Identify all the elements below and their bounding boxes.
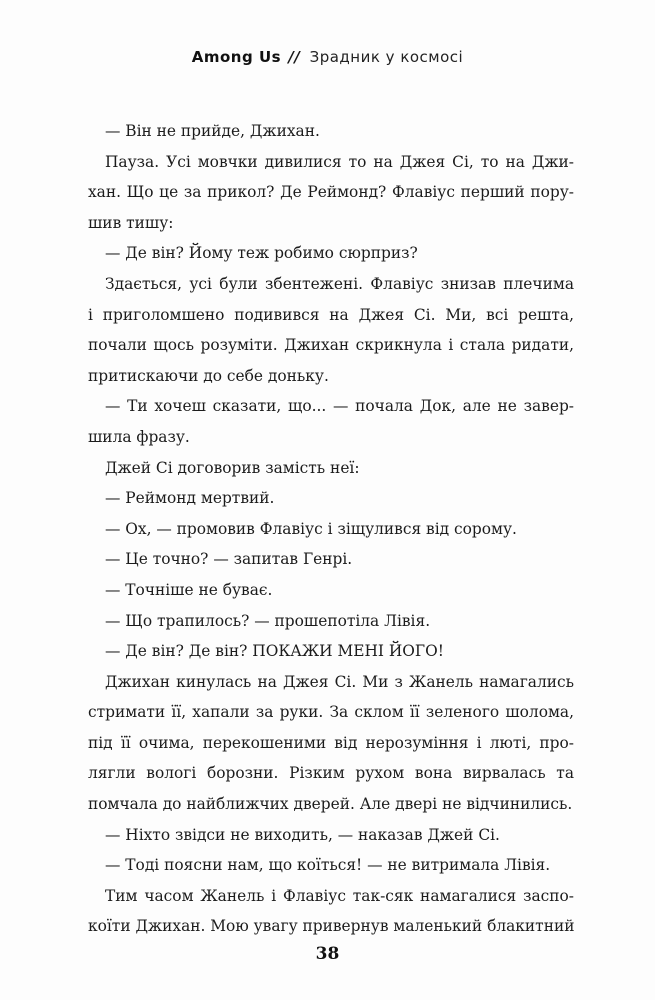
header-separator: // [288,48,301,66]
text-line: шила фразу. [88,427,190,446]
text-line: — Ох, — промовив Флавіус і зіщулився від сорому. [105,519,517,538]
text-line: Пауза. Усі мовчки дивилися то на Джея Сі, то на Джи- [105,152,574,171]
text-line: Здається, усі були збентежені. Флавіус знизав плечима [105,274,574,293]
text-line: притискаючи до себе доньку. [88,366,329,385]
text-line: шив тишу: [88,213,174,232]
text-line: під її очима, перекошеними від нерозуміння і люті, про- [88,733,574,752]
text-line: — Тоді поясни нам, що коїться! — не витримала Лівія. [105,856,551,875]
text-line: — Ніхто звідси не виходить, — наказав Джей Сі. [105,825,500,844]
page-number: 38 [315,944,340,964]
text-line: — Точніше не буває. [105,580,273,599]
text-line: коїти Джихан. Мою увагу привернув маленький блакитний [88,917,575,936]
text-line: Джихан кинулась на Джея Сі. Ми з Жанель намагались [105,672,574,691]
text-line: і приголомшено подивився на Джея Сі. Ми, всі решта, [88,305,574,324]
text-line: — Він не прийде, Джихан. [105,122,320,140]
book-subtitle: Зрадник у космосі [309,48,464,66]
text-line: — Що трапилось? — прошепотіла Лівія. [105,611,431,630]
text-line: помчала до найближчих дверей. Але двері не відчинились. [88,795,573,814]
body-text [88,116,574,942]
text-line: Джей Сі договорив замість неї: [105,458,360,477]
text-line: — Реймонд мертвий. [105,489,275,508]
text-line: хан. Що це за прикол? Де Реймонд? Флавіус перший пору- [88,183,574,202]
running-header [0,48,655,66]
text-line: почали щось розуміти. Джихан скрикнула і стала ридати, [88,336,574,355]
text-line: — Де він? Йому теж робимо сюрприз? [105,244,418,263]
text-line: — Це точно? — запитав Генрі. [105,550,353,569]
text-line: Тим часом Жанель і Флавіус так-сяк намагалися заспо- [105,886,574,905]
text-line: — Ти хочеш сказати, що... — почала Док, але не завер- [105,397,574,416]
text-line: лягли вологі борозни. Різким рухом вона вирвалась та [88,764,574,783]
text-line: стримати її, хапали за руки. За склом її зеленого шолома, [88,703,574,722]
book-series-title: Among Us [191,48,282,66]
text-line: — Де він? Де він? ПОКАЖИ МЕНІ ЙОГО! [105,642,444,661]
